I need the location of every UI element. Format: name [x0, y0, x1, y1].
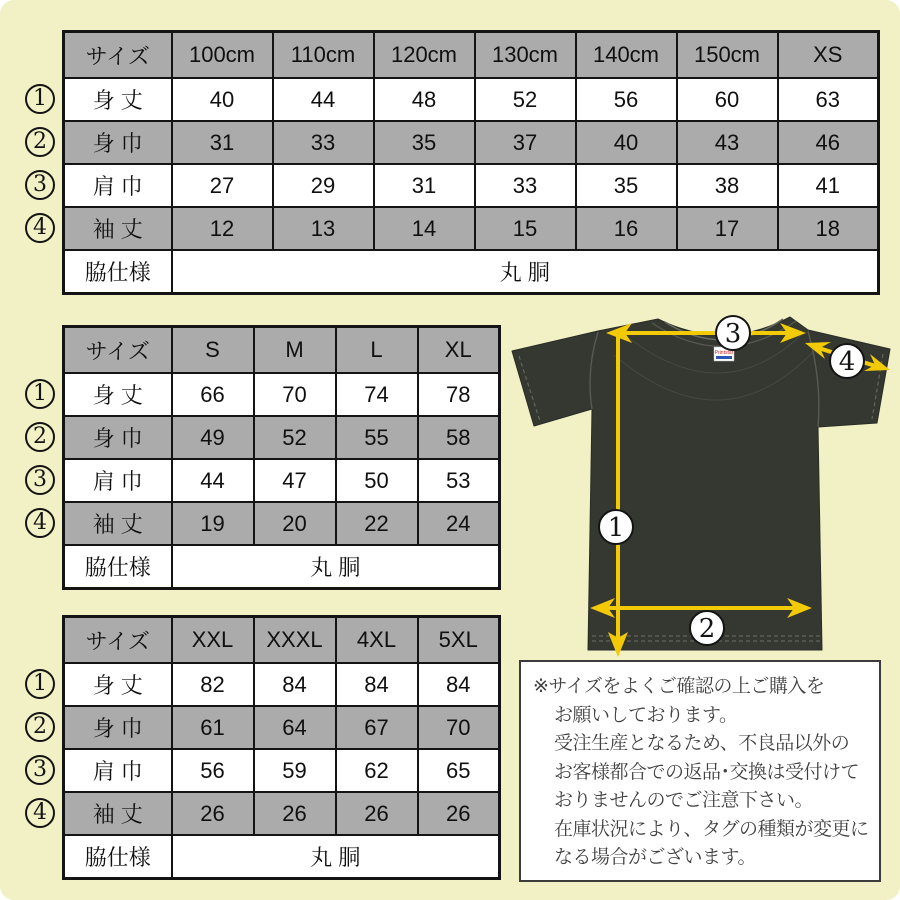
neck-tag-text: Printstar: [714, 350, 734, 356]
row-marker-2: 2: [25, 127, 55, 157]
svg-text:3: 3: [724, 319, 742, 349]
size-value: 53: [418, 459, 500, 502]
col-header: 120cm: [374, 32, 475, 79]
col-header: XS: [778, 32, 879, 79]
side-spec-value: 丸 胴: [172, 835, 500, 879]
size-value: 74: [336, 373, 418, 416]
col-header: XXL: [172, 617, 254, 664]
size-value: 64: [254, 706, 336, 749]
size-value: 16: [576, 207, 677, 250]
table-row: [64, 207, 879, 250]
size-value: 55: [336, 416, 418, 459]
size-value: 18: [778, 207, 879, 250]
table-row: [64, 164, 879, 207]
size-value: 43: [677, 121, 778, 164]
size-value: 26: [336, 792, 418, 835]
size-value: 19: [172, 502, 254, 545]
tshirt-measure-diagram: [500, 305, 900, 660]
row-marker-1: 1: [25, 669, 55, 699]
size-value: 63: [778, 78, 879, 121]
col-header: 130cm: [475, 32, 576, 79]
table-row: [64, 416, 500, 459]
notice-line: ※サイズをよくご確認の上ご購入を: [533, 676, 825, 697]
col-header: S: [172, 327, 254, 374]
table-footer-row: [64, 835, 500, 879]
row-marker-3: 3: [25, 170, 55, 200]
col-header: サイズ: [64, 617, 172, 664]
side-spec-value: 丸 胴: [172, 250, 879, 294]
col-header: サイズ: [64, 32, 172, 79]
size-value: 15: [475, 207, 576, 250]
row-label: 肩 巾: [64, 459, 172, 502]
table-row: [64, 792, 500, 835]
svg-text:4: 4: [838, 347, 856, 377]
notice-line: お客様都合での返品･交換は受付けて: [554, 761, 860, 783]
row-label: 身 丈: [64, 663, 172, 706]
size-value: 65: [418, 749, 500, 792]
size-value: 24: [418, 502, 500, 545]
size-value: 27: [172, 164, 273, 207]
size-value: 60: [677, 78, 778, 121]
size-value: 67: [336, 706, 418, 749]
size-value: 59: [254, 749, 336, 792]
size-value: 58: [418, 416, 500, 459]
size-value: 26: [254, 792, 336, 835]
col-header: 100cm: [172, 32, 273, 79]
size-value: 13: [273, 207, 374, 250]
row-label: 袖 丈: [64, 207, 172, 250]
row-marker-2: 2: [25, 712, 55, 742]
size-value: 61: [172, 706, 254, 749]
row-label: 身 巾: [64, 416, 172, 459]
table-footer-row: [64, 545, 500, 589]
side-spec-label: 脇仕様: [64, 250, 172, 294]
size-value: 33: [475, 164, 576, 207]
size-value: 17: [677, 207, 778, 250]
size-value: 33: [273, 121, 374, 164]
size-value: 48: [374, 78, 475, 121]
size-value: 40: [576, 121, 677, 164]
row-label: 身 丈: [64, 373, 172, 416]
notice-line: なる場合がございます。: [554, 847, 756, 868]
size-value: 41: [778, 164, 879, 207]
row-label: 身 丈: [64, 78, 172, 121]
table-row: [64, 502, 500, 545]
size-value: 62: [336, 749, 418, 792]
size-value: 44: [273, 78, 374, 121]
col-header: 4XL: [336, 617, 418, 664]
col-header: 150cm: [677, 32, 778, 79]
size-table-kids: [62, 30, 880, 295]
table-header-row: [64, 32, 879, 79]
size-value: 37: [475, 121, 576, 164]
measure-label-4: [830, 344, 864, 378]
size-value: 52: [475, 78, 576, 121]
side-spec-value: 丸 胴: [172, 545, 500, 589]
col-header: L: [336, 327, 418, 374]
size-value: 29: [273, 164, 374, 207]
table-row: [64, 706, 500, 749]
row-marker-2: 2: [25, 422, 55, 452]
notice-line: お願いしております。: [554, 704, 738, 726]
row-label: 身 巾: [64, 121, 172, 164]
size-value: 70: [254, 373, 336, 416]
row-marker-4: 4: [25, 508, 55, 538]
col-header: 110cm: [273, 32, 374, 79]
table-header-row: [64, 327, 500, 374]
table-row: [64, 459, 500, 502]
row-marker-1: 1: [25, 84, 55, 114]
table-row: [64, 78, 879, 121]
row-marker-1: 1: [25, 379, 55, 409]
size-value: 31: [172, 121, 273, 164]
size-value: 44: [172, 459, 254, 502]
row-marker-3: 3: [25, 755, 55, 785]
table-row: [64, 121, 879, 164]
size-value: 84: [336, 663, 418, 706]
size-value: 78: [418, 373, 500, 416]
notice-line: おりませんのでご注意下さい。: [554, 790, 814, 811]
row-marker-4: 4: [25, 213, 55, 243]
side-spec-label: 脇仕様: [64, 835, 172, 879]
size-value: 46: [778, 121, 879, 164]
measure-label-3: [716, 316, 750, 350]
size-value: 38: [677, 164, 778, 207]
row-marker-4: 4: [25, 798, 55, 828]
table-row: [64, 749, 500, 792]
size-value: 49: [172, 416, 254, 459]
col-header: サイズ: [64, 327, 172, 374]
size-value: 31: [374, 164, 475, 207]
size-value: 26: [418, 792, 500, 835]
svg-text:1: 1: [607, 513, 625, 543]
size-value: 22: [336, 502, 418, 545]
col-header: 140cm: [576, 32, 677, 79]
col-header: XXXL: [254, 617, 336, 664]
table-header-row: [64, 617, 500, 664]
row-label: 袖 丈: [64, 792, 172, 835]
table-row: [64, 663, 500, 706]
size-value: 14: [374, 207, 475, 250]
measure-label-1: [599, 510, 633, 544]
size-value: 56: [576, 78, 677, 121]
size-value: 35: [374, 121, 475, 164]
size-value: 66: [172, 373, 254, 416]
size-value: 47: [254, 459, 336, 502]
row-label: 肩 巾: [64, 749, 172, 792]
size-value: 82: [172, 663, 254, 706]
col-header: XL: [418, 327, 500, 374]
col-header: 5XL: [418, 617, 500, 664]
size-value: 70: [418, 706, 500, 749]
size-value: 40: [172, 78, 273, 121]
size-value: 84: [418, 663, 500, 706]
size-value: 35: [576, 164, 677, 207]
purchase-notice-box: [519, 660, 881, 882]
size-value: 26: [172, 792, 254, 835]
size-value: 56: [172, 749, 254, 792]
size-value: 84: [254, 663, 336, 706]
size-value: 52: [254, 416, 336, 459]
row-label: 身 巾: [64, 706, 172, 749]
size-table-adult: [62, 325, 501, 590]
col-header: M: [254, 327, 336, 374]
table-row: [64, 373, 500, 416]
size-value: 12: [172, 207, 273, 250]
notice-line: 在庫状況により、タグの種類が変更に: [554, 818, 869, 840]
notice-line: 受注生産となるため、不良品以外の: [554, 733, 850, 754]
side-spec-label: 脇仕様: [64, 545, 172, 589]
table-footer-row: [64, 250, 879, 294]
row-marker-3: 3: [25, 465, 55, 495]
svg-text:2: 2: [698, 614, 716, 644]
size-value: 20: [254, 502, 336, 545]
row-label: 肩 巾: [64, 164, 172, 207]
size-value: 50: [336, 459, 418, 502]
row-label: 袖 丈: [64, 502, 172, 545]
size-table-big: [62, 615, 501, 880]
measure-label-2: [690, 611, 724, 645]
